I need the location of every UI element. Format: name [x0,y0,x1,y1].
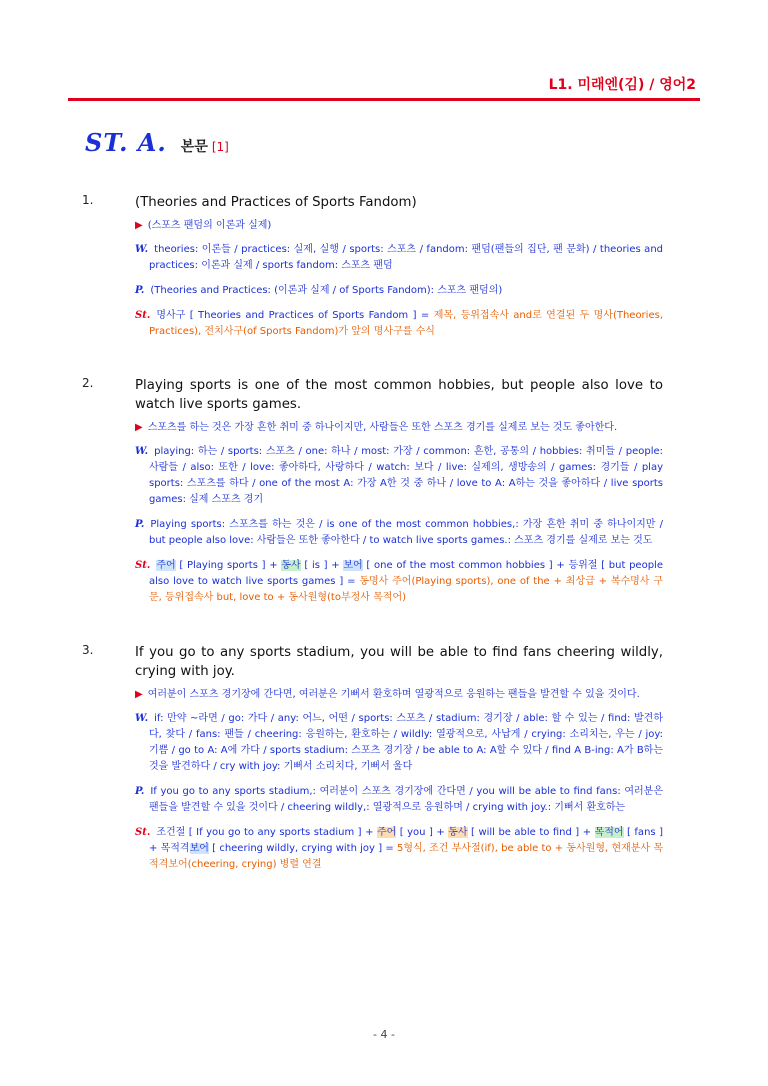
translation [135,420,663,435]
structure-part: [ one of the most common hobbies ] + 등위절 [ but people also love to watch live sports games ] = [149,560,663,587]
translation [135,218,663,233]
sentence-item [82,643,663,873]
section-title: 본문 [180,139,208,155]
phrase-block [135,517,663,549]
section-heading [85,128,229,157]
header-title: L1. 미래엔(김) / 영어2 [548,77,696,93]
word-label: W. [135,713,149,724]
page-number: - 4 - [373,1028,395,1041]
structure-part: [ you ] + [396,827,449,838]
word-label: W. [135,244,149,255]
word-block [135,444,663,508]
structure-label: St. [135,827,151,838]
sentence-item [82,376,663,606]
structure-block [135,825,663,873]
structure-text: 명사구 [ Theories and Practices of Sports Fandom ] = [156,310,434,321]
triangle-bullet-icon: ▶ [135,220,143,231]
section-mark: ST. A. [85,128,167,157]
phrase-block [135,784,663,816]
phrase-text: If you go to any sports stadium,: 여러분이 스포츠 경기장에 간다면 / you will be able to find fans: 여러분은 팬들을 발견할 수 있을 것이다 / cheering wildly,: 열광적으로 응원하며 / crying with joy.: 기뻐서 환호하는 [149,786,663,813]
translation-text: (스포츠 팬덤의 이론과 실제) [147,220,272,231]
section-number: [1] [211,140,229,154]
phrase-text: (Theories and Practices: (이론과 실제 / of Sports Fandom): 스포츠 팬덤의) [150,285,503,296]
word-block [135,711,663,775]
header-divider [68,98,700,101]
sentence-text: If you go to any sports stadium, you will be able to find fans cheering wildly, crying with joy. [135,645,663,679]
item-number: 2. [82,376,94,390]
translation [135,687,663,702]
word-label: W. [135,446,149,457]
structure-part: [ Playing sports ] + [175,560,282,571]
phrase-label: P. [135,519,145,530]
structure-label: St. [135,310,151,321]
subject-tag: 주어 [156,560,176,571]
phrase-block [135,283,663,299]
word-text: if: 만약 ~라면 / go: 가다 / any: 어느, 어떤 / sports: 스포츠 / stadium: 경기장 / able: 할 수 있는 / find: 발견하다, 찾다 / fans: 팬들 / cheering: 응원하는, 환호하는 / wildly: 열광적으로, 사납게 / crying: 소리치는, 우는 / joy: 기쁨 / go to A: A에 가다 / sports stadium: 스포츠 경기장 / be able to A: A할 수 있다 / find A B-ing: A가 B하는 것을 발견하다 / cry with joy: 기뻐서 소리치다, 기뻐서 울다 [149,713,663,772]
item-number: 1. [82,193,94,207]
structure-note: 동명사 주어(Playing sports), one of the + 최상급 + 복수명사 구문, 등위접속사 but, love to + 동사원형(to부정사 목적어) [149,576,663,603]
structure-part: 조건절 [ If you go to any sports stadium ] + [156,827,377,838]
section-title-group [181,136,229,156]
phrase-label: P. [135,786,145,797]
translation-text: 스포츠를 하는 것은 가장 흔한 취미 중 하나이지만, 사람들은 또한 스포츠 경기를 실제로 보는 것도 좋아한다. [147,422,618,433]
translation-text: 여러분이 스포츠 경기장에 간다면, 여러분은 기뻐서 환호하며 열광적으로 응원하는 팬들을 발견할 수 있을 것이다. [147,689,640,700]
structure-part: [ is ] + [300,560,344,571]
word-block [135,242,663,274]
structure-part: [ cheering wildly, crying with joy ] = [208,843,397,854]
object-tag: 목적어 [594,827,624,838]
triangle-bullet-icon: ▶ [135,422,143,433]
subject-tag: 주어 [376,827,397,838]
structure-part: [ fans ] + 목적격 [149,827,663,854]
sentence-item [82,193,663,340]
sentence-text: (Theories and Practices of Sports Fandom) [135,195,417,210]
structure-part: [ will be able to find ] + [467,827,595,838]
structure-block [135,308,663,340]
structure-label: St. [135,560,151,571]
phrase-text: Playing sports: 스포츠를 하는 것은 / is one of the most common hobbies,: 가장 흔한 취미 중 하나이지만 / but people also love: 사람들은 또한 좋아한다 / to watch live sports games.: 스포츠 경기를 실제로 보는 것도 [149,519,663,546]
verb-tag: 동사 [281,560,301,571]
structure-note: 5형식, 조건 부사절(if), be able to + 동사원형, 현재분사 목적격보어(cheering, crying) 병렬 연결 [149,843,663,870]
triangle-bullet-icon: ▶ [135,689,143,700]
word-text: playing: 하는 / sports: 스포츠 / one: 하나 / most: 가장 / common: 흔한, 공통의 / hobbies: 취미들 / people: 사람들 / also: 또한 / love: 좋아하다, 사랑하다 / watch: 보다 / live: 실제의, 생방송의 / games: 경기들 / play sports: 스포츠를 하다 / one of the most A: 가장 A한 것 중 하나 / love to A: A하는 것을 좋아하다 / live sports games: 실제 스포츠 경기 [149,446,663,505]
item-number: 3. [82,643,94,657]
word-text: theories: 이론들 / practices: 실제, 실행 / sports: 스포츠 / fandom: 팬덤(팬들의 집단, 팬 문화) / theories and practices: 이론과 실제 / sports fandom: 스포츠 팬덤 [149,244,663,271]
complement-tag: 보어 [343,560,363,571]
phrase-label: P. [135,285,145,296]
complement-tag: 보어 [189,843,209,854]
verb-tag: 동사 [448,827,468,838]
sentence-text: Playing sports is one of the most common hobbies, but people also love to watch live sports games. [135,378,663,412]
structure-block [135,558,663,606]
structure-note: 제목, 등위접속사 and로 연결된 두 명사(Theories, Practices), 전치사구(of Sports Fandom)가 앞의 명사구를 수식 [149,310,663,337]
